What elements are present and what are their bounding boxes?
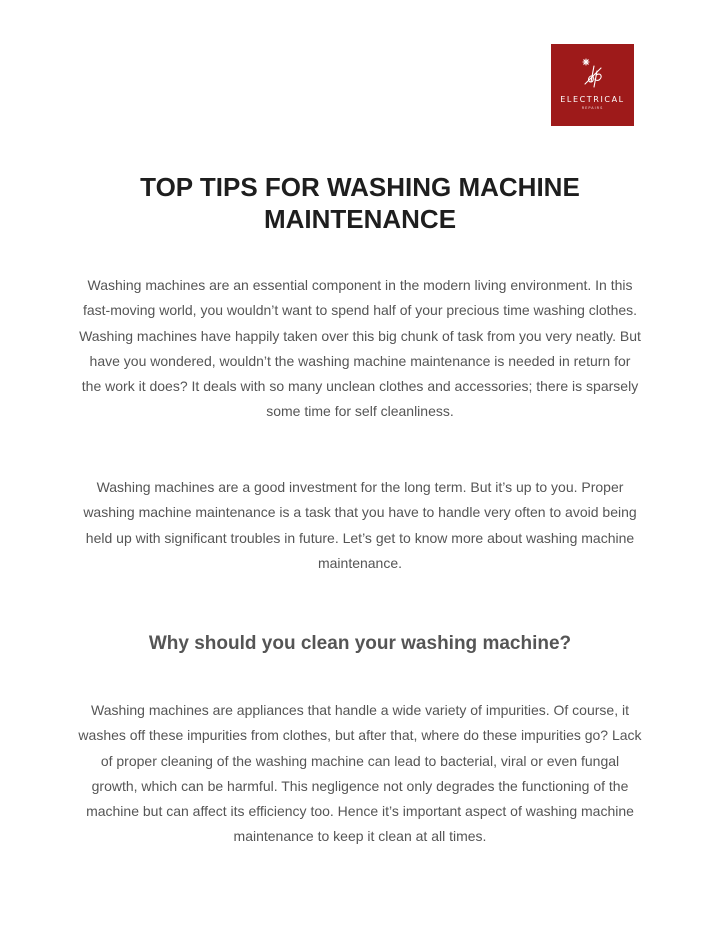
section-paragraph: Washing machines are appliances that handle a wide variety of impurities. Of course, it washes off these impurities from clothes, but after that, where do these impurities go? Lack of proper cleaning of the washing machine can lead to bacterial, viral or even fungal growth, which can be harmful. This negligence not only degrades the functioning of the machine but can affect its efficiency too. Hence it’s important aspect of washing machine maintenance to keep it clean at all times. [78,702,642,845]
logo-tagline: REPAIRS [581,106,604,110]
intro-paragraph-1: Washing machines are an essential component in the modern living environment. In this fast-moving world, you wouldn’t want to spend half of your precious time washing clothes. Washing machines have happily taken over this big chunk of task from you very neatly. But have you wondered, wouldn’t the washing machine maintenance is needed in return for the work it does? It deals with so many unclean clothes and accessories; there is sparsely some time for self cleanliness. [79,277,641,420]
dp-monogram-icon [582,58,604,88]
page-title: TOP TIPS FOR WASHING MACHINE MAINTENANCE [140,172,580,234]
intro-paragraph-2: Washing machines are a good investment for the long term. But it’s up to you. Proper washing machine maintenance is a task that you have to handle very often to avoid being held up with significant troubles in future. Let’s get to know more about washing machine maintenance. [83,479,637,571]
brand-logo [551,44,634,126]
section-heading: Why should you clean your washing machine? [148,633,572,654]
logo-wordmark: ELECTRICAL [560,95,625,104]
